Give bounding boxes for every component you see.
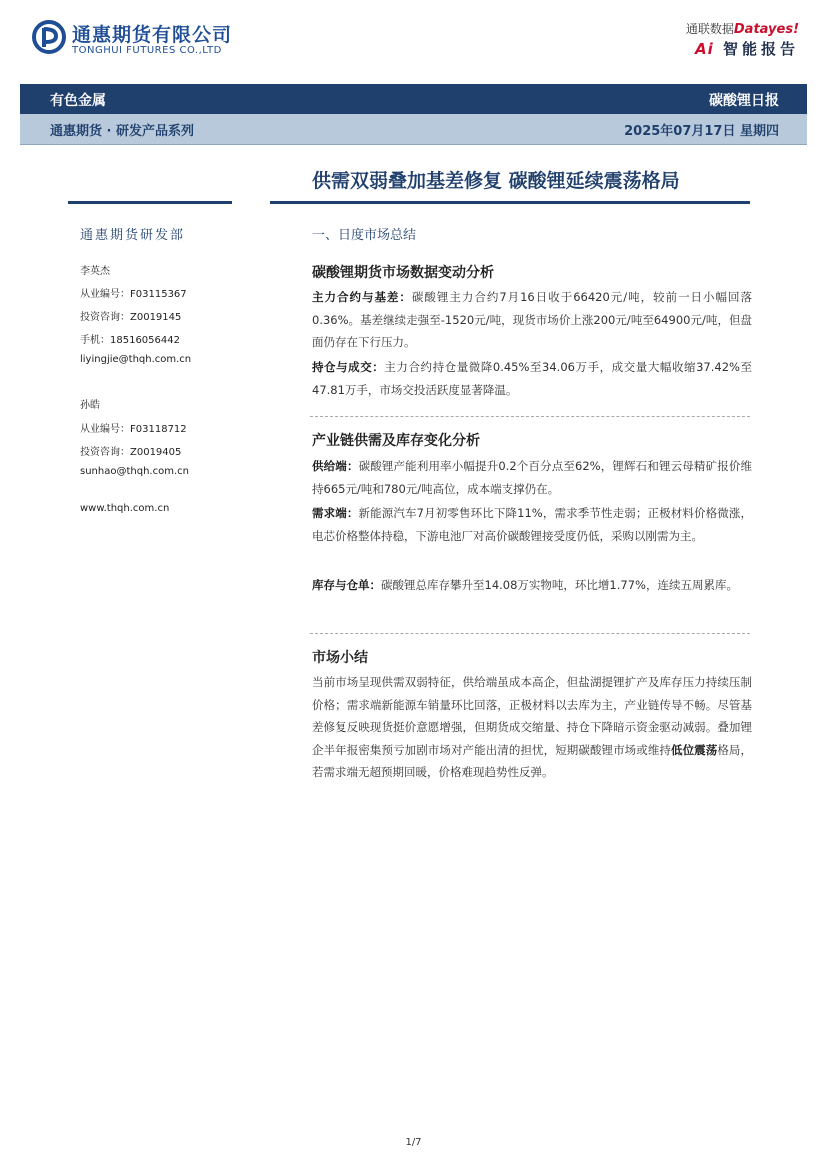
block-heading-supply-demand: 产业链供需及库存变化分析 [312,433,480,449]
paragraph-contract-basis [312,286,752,354]
analyst-email[interactable]: sunhao@thqh.com.cn [80,466,189,477]
para-text: 格局，若需求端无超预期回暖，价格难现趋势性反弹。 [312,742,753,779]
analyst-name: 李英杰 [80,266,110,277]
section-dashed-divider [310,633,750,634]
analyst-consult-id: 投资咨询：Z0019145 [80,312,182,323]
para-text: 碳酸锂主力合约7月16日收于66420元/吨，较前一日小幅回落0.36%。基差继续走强至-1520元/吨，现货市场价上涨200元/吨至64900元/吨，但盘面仍存在下行压力。 [312,290,753,349]
para-text: 碳酸锂产能利用率小幅提升0.2个百分点至62%，锂辉石和锂云母精矿报价维持665元/吨和780元/吨高位，成本端支撑仍在。 [312,459,752,496]
ai-logo-text: Ai [694,40,714,58]
company-name-en: TONGHUI FUTURES CO.,LTD [72,45,222,56]
analyst-consult-id: 投资咨询：Z0019405 [80,447,182,458]
analyst-license: 从业编号：F03118712 [80,424,187,435]
para-label: 持仓与成交： [312,360,385,374]
para-label: 主力合约与基差： [312,290,412,304]
report-date: 2025年07月17日 星期四 [624,124,779,139]
analyst-phone: 手机：18516056442 [80,335,180,346]
sidebar-divider [68,201,232,204]
brand-prefix: 通联数据 [685,22,734,36]
para-label: 库存与仓单： [312,578,381,592]
paragraph-supply [312,455,752,500]
page-number: 1/7 [405,1137,422,1148]
para-text: 碳酸锂总库存攀升至14.08万实物吨，环比增1.77%，连续五周累库。 [381,578,738,592]
analyst-email[interactable]: liyingjie@thqh.com.cn [80,354,192,365]
series-label: 通惠期货 · 研发产品系列 [50,124,194,139]
datayes-brand [686,20,799,37]
section-dashed-divider [310,416,750,417]
block-heading-summary: 市场小结 [312,650,368,666]
company-name-cn: 通惠期货有限公司 [72,24,233,46]
analyst-name: 孙皓 [80,400,100,411]
paragraph-inventory [312,574,752,597]
paragraph-summary [312,671,752,784]
report-type-label: 碳酸锂日报 [709,93,779,109]
company-website-link[interactable]: www.thqh.com.cn [80,503,170,514]
brand-label: 智能报告 [722,40,799,58]
para-label: 供给端： [312,459,359,473]
sector-band [20,84,807,114]
para-emphasis: 低位震荡 [671,742,718,757]
para-text: 当前市场呈现供需双弱特征，供给端虽成本高企，但盐湖提锂扩产及库存压力持续压制价格；需求端新能源车销量环比回落，正极材料以去库为主，产业链传导不畅。尽管基差修复反映现货挺价意愿增强，但期货成交缩量、持仓下降暗示资金驱动减弱。叠加锂企半年报密集预亏加剧市场对产能出清的担忧，短期碳酸锂市场或维持 [312,675,752,757]
sector-label: 有色金属 [50,93,106,109]
report-title: 供需双弱叠加基差修复 碳酸锂延续震荡格局 [312,170,680,192]
section-heading: 一、日度市场总结 [312,228,417,243]
analyst-license: 从业编号：F03115367 [80,289,187,300]
research-dept: 通惠期货研发部 [80,228,186,243]
company-logo-icon [32,20,66,54]
paragraph-position-volume [312,356,752,401]
title-divider [270,201,750,204]
block-heading-market-data: 碳酸锂期货市场数据变动分析 [312,265,494,281]
para-text: 主力合约持仓量微降0.45%至34.06万手，成交量大幅收缩37.42%至47.81万手，市场交投活跃度显著降温。 [312,360,752,397]
para-text: 新能源汽车7月初零售环比下降11%，需求季节性走弱；正极材料价格微涨，电芯价格整体持稳，下游电池厂对高价碳酸锂接受度仍低，采购以刚需为主。 [312,506,753,543]
para-label: 需求端： [312,506,359,520]
paragraph-demand [312,502,752,547]
ai-report-brand [695,38,799,59]
brand-suffix: Datayes! [733,22,799,37]
